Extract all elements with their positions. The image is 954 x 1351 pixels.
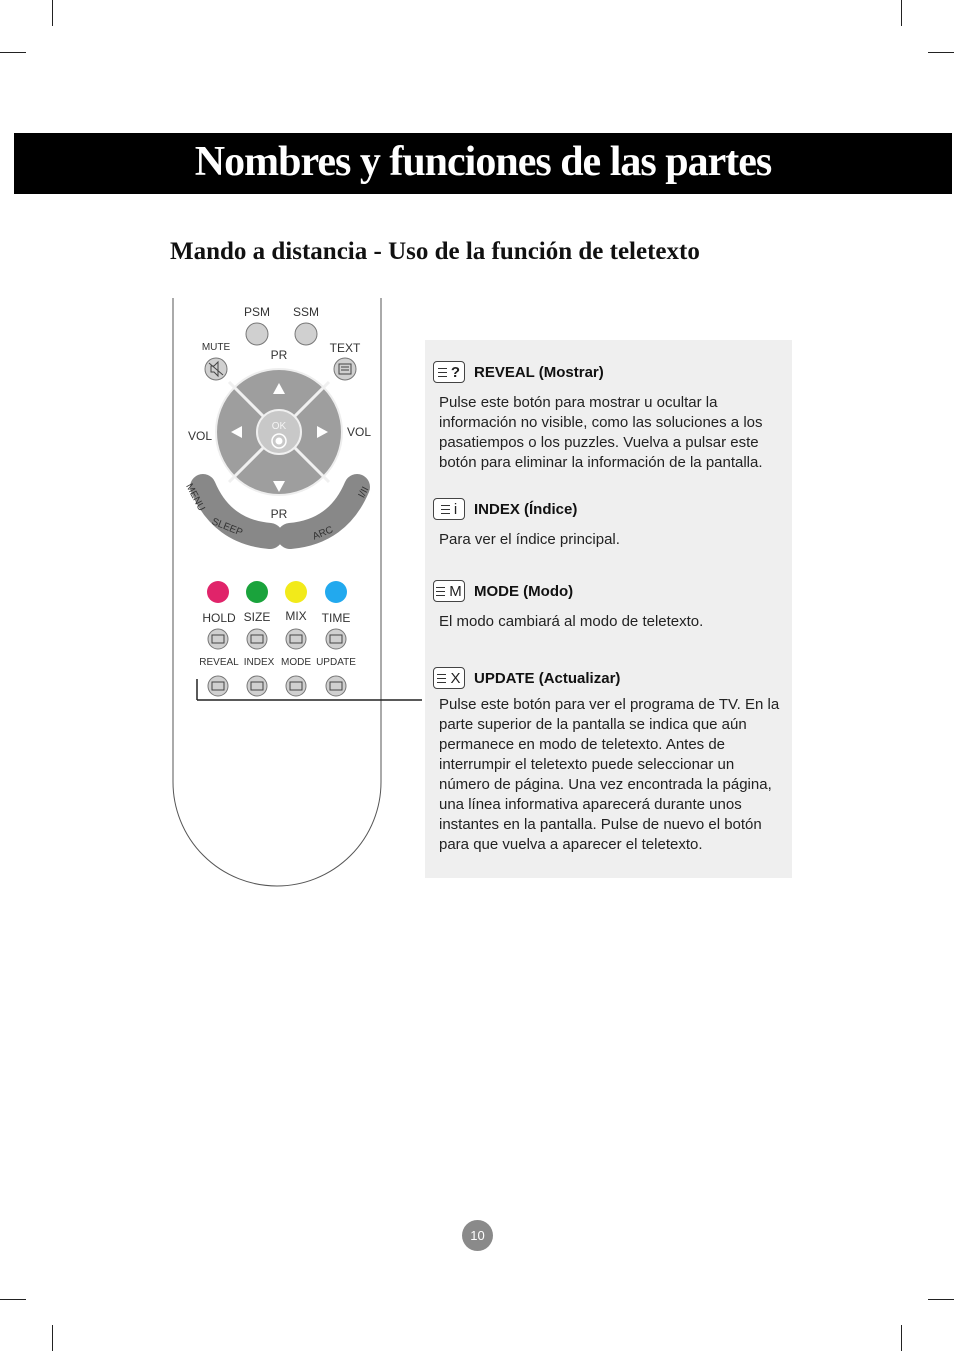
index-entry-body: Para ver el índice principal. xyxy=(439,531,620,548)
size-button xyxy=(247,629,267,649)
pr-bottom-label: PR xyxy=(270,507,288,521)
index-entry-header xyxy=(433,498,577,520)
mode-button xyxy=(286,676,306,696)
mode-button-icon: M xyxy=(433,580,465,602)
text-icon xyxy=(334,358,356,380)
arc-label: ARC xyxy=(311,524,335,543)
reveal-button-icon: ? xyxy=(433,361,465,383)
section-title: Mando a distancia - Uso de la función de teletexto xyxy=(170,238,700,265)
index-button-icon: i xyxy=(433,498,465,520)
ok-label: OK xyxy=(271,421,287,432)
page-title: Nombres y funciones de las partes xyxy=(194,139,772,185)
reveal-entry-body: Pulse este botón para mostrar u ocultar la información no visible, como las soluciones a los pasatiempos o los puzzles. Vuelva a pulsar este botón para eliminar la información de la pantalla. xyxy=(439,394,763,471)
update-entry-header xyxy=(433,667,620,689)
mode-entry-title: MODE (Modo) xyxy=(474,582,574,600)
mute-label: MUTE xyxy=(201,342,231,353)
mute-icon xyxy=(205,358,227,380)
hold-label: HOLD xyxy=(202,611,236,625)
green-button xyxy=(246,581,268,603)
psm-label: PSM xyxy=(243,305,271,319)
vol-right-label: VOL xyxy=(346,425,372,439)
index-button xyxy=(247,676,267,696)
info-panel xyxy=(425,340,792,878)
direction-pad xyxy=(216,369,342,495)
page-number: 10 xyxy=(462,1220,493,1251)
hold-button xyxy=(208,629,228,649)
reveal-label: REVEAL xyxy=(199,657,239,668)
red-button xyxy=(207,581,229,603)
reveal-button xyxy=(208,676,228,696)
psm-button xyxy=(246,323,268,345)
mode-entry-header xyxy=(433,580,573,602)
mode-label: MODE xyxy=(281,657,311,668)
time-button xyxy=(326,629,346,649)
text-label: TEXT xyxy=(329,341,361,355)
reveal-entry-title: REVEAL (Mostrar) xyxy=(474,363,604,381)
ssm-label: SSM xyxy=(292,305,320,319)
update-entry-title: UPDATE (Actualizar) xyxy=(474,669,621,687)
update-entry-body: Pulse este botón para ver el programa de TV. En la parte superior de la pantalla se indica que aún permanece en modo de teletexto. Antes de interrumpir el teletexto puede seleccionar un número de página. Una vez encontrada la página, una línea informativa aparecerá durante unos instantes en la pantalla. Pulse de nuevo el botón para que vuelva a aparecer el teletexto. xyxy=(439,696,780,853)
yellow-button xyxy=(285,581,307,603)
i-ii-label: I/II xyxy=(356,485,372,500)
size-label: SIZE xyxy=(243,610,271,624)
reveal-entry-header xyxy=(433,361,604,383)
ssm-button xyxy=(295,323,317,345)
index-label: INDEX xyxy=(243,657,275,668)
vol-left-label: VOL xyxy=(187,429,213,443)
index-entry-title: INDEX (Índice) xyxy=(474,500,578,518)
time-label: TIME xyxy=(321,611,351,625)
mix-button xyxy=(286,629,306,649)
blue-button xyxy=(325,581,347,603)
pr-top-label: PR xyxy=(270,348,288,362)
menu-label: MENU xyxy=(183,481,207,514)
mix-label: MIX xyxy=(285,609,307,623)
mode-entry-body: El modo cambiará al modo de teletexto. xyxy=(439,613,704,630)
update-button-icon: X xyxy=(433,667,465,689)
sleep-label: SLEEP xyxy=(209,516,245,539)
update-button xyxy=(326,676,346,696)
update-label: UPDATE xyxy=(316,657,356,668)
